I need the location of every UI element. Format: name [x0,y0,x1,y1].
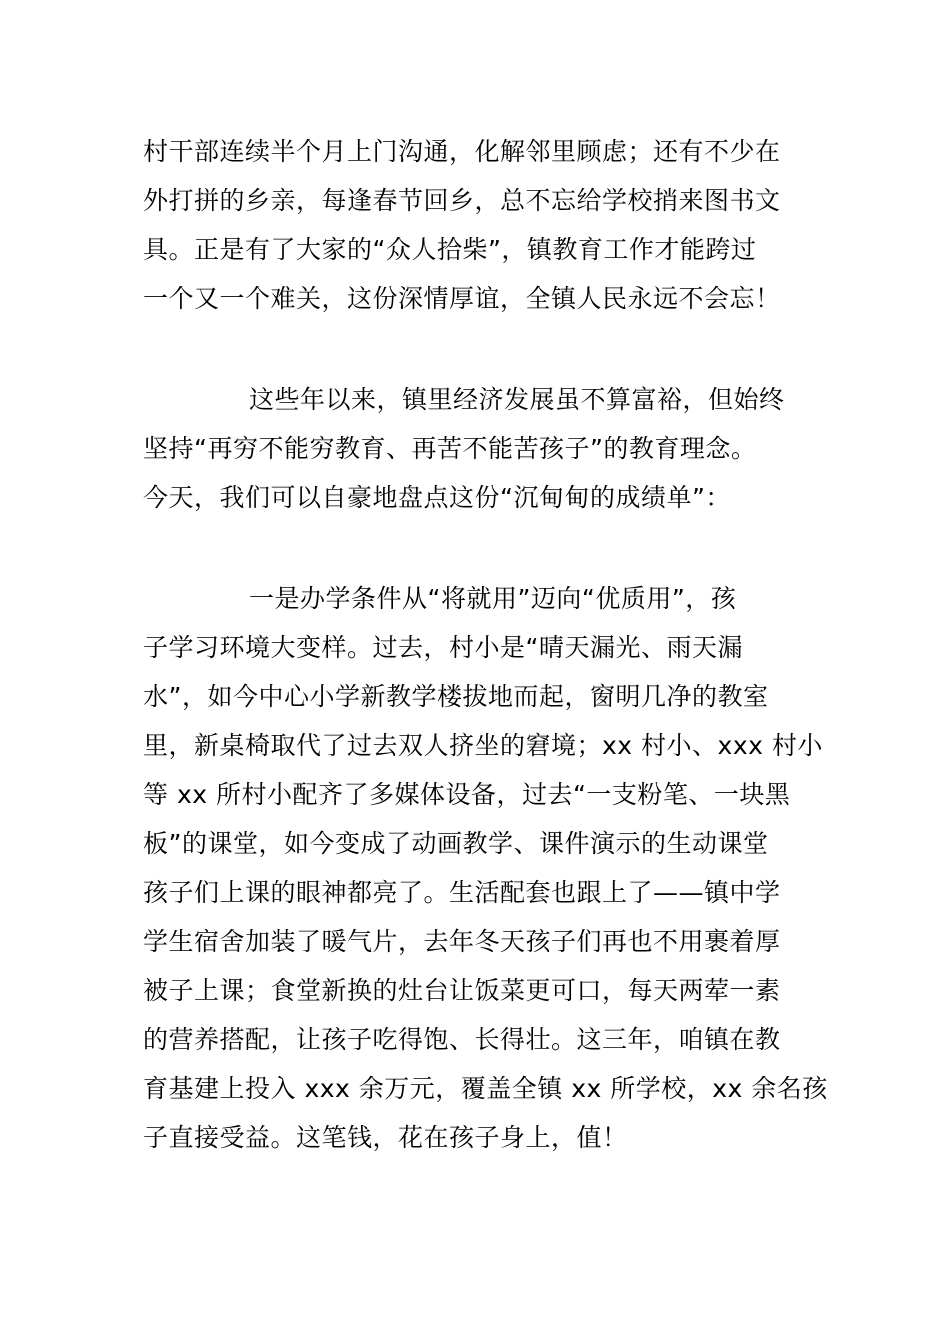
text-line: 子直接受益。这笔钱，花在孩子身上，值！ [143,1123,628,1152]
text-line: 子学习环境大变样。过去，村小是“晴天漏光、雨天漏 [143,633,743,662]
text-line: 育基建上投入 xxx 余万元，覆盖全镇 xx 所学校，xx 余名孩 [143,1074,828,1103]
text-line: 一是办学条件从“将就用”迈向“优质用”，孩 [249,584,737,613]
text-line: 外打拼的乡亲，每逢春节回乡，总不忘给学校捎来图书文 [143,186,781,215]
text-line: 水”，如今中心小学新教学楼拔地而起，窗明几净的教室 [143,682,769,711]
text-line: 村干部连续半个月上门沟通，化解邻里顾虑；还有不少在 [143,137,781,166]
text-line: 学生宿舍加装了暖气片，去年冬天孩子们再也不用裹着厚 [143,927,781,956]
text-line: 板”的课堂，如今变成了动画教学、课件演示的生动课堂 [143,829,769,858]
text-line: 坚持“再穷不能穷教育、再苦不能苦孩子”的教育理念。 [143,434,757,463]
text-line: 这些年以来，镇里经济发展虽不算富裕，但始终 [249,385,785,414]
text-line: 一个又一个难关，这份深情厚谊，全镇人民永远不会忘！ [143,284,781,313]
text-line: 等 xx 所村小配齐了多媒体设备，过去“一支粉笔、一块黑 [143,780,791,809]
text-line: 里，新桌椅取代了过去双人挤坐的窘境；xx 村小、xxx 村小 [143,731,823,760]
text-line: 具。正是有了大家的“众人拾柴”，镇教育工作才能跨过 [143,235,757,264]
text-line: 的营养搭配，让孩子吃得饱、长得壮。这三年，咱镇在教 [143,1025,781,1054]
text-line: 孩子们上课的眼神都亮了。生活配套也跟上了——镇中学 [143,878,781,907]
text-line: 今天，我们可以自豪地盘点这份“沉甸甸的成绩单”： [143,483,731,512]
text-line: 被子上课；食堂新换的灶台让饭菜更可口，每天两荤一素 [143,976,781,1005]
